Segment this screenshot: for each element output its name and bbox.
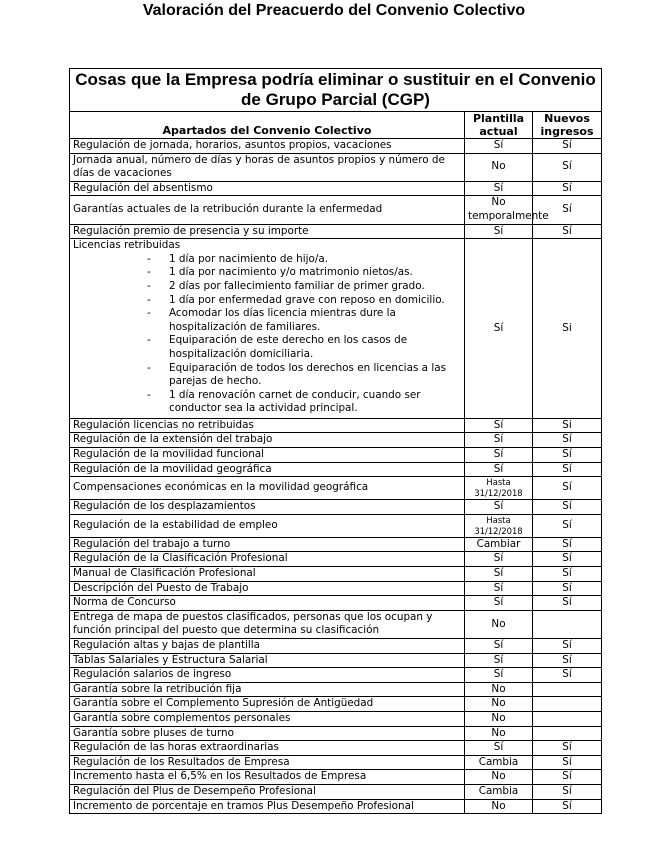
new-hires-value: Sí	[533, 153, 602, 181]
current-staff-value: Cambia	[465, 755, 533, 770]
current-staff-value: Sí	[465, 639, 533, 654]
row-label: Garantía sobre la retribución fija	[70, 682, 465, 697]
row-label-licencias	[70, 239, 465, 419]
row-label: Descripción del Puesto de Trabajo	[70, 581, 465, 596]
new-hires-value: Si	[533, 418, 602, 433]
row-label: Regulación del Plus de Desempeño Profesional	[70, 784, 465, 799]
row-label: Regulación salarios de ingreso	[70, 668, 465, 683]
new-hires-value: Sí	[533, 581, 602, 596]
current-staff-value: Sí	[465, 224, 533, 239]
licencias-list	[73, 253, 461, 416]
new-hires-value	[533, 711, 602, 726]
table-row	[70, 514, 602, 537]
table-row	[70, 462, 602, 477]
new-hires-value: Sí	[533, 181, 602, 196]
row-label: Regulación de la estabilidad de empleo	[70, 514, 465, 537]
row-label: Regulación de los desplazamientos	[70, 500, 465, 515]
row-label: Regulación de la movilidad funcional	[70, 448, 465, 463]
date-limit-line1: Hasta	[486, 477, 511, 488]
list-item: - 1 día renovación carnet de conducir, cuando ser conductor sea la actividad principal.	[169, 389, 461, 416]
current-staff-value: Sí	[465, 741, 533, 756]
table-row	[70, 433, 602, 448]
table-row	[70, 668, 602, 683]
table-row	[70, 770, 602, 785]
current-staff-value: No	[465, 726, 533, 741]
current-staff-value: Sí	[465, 433, 533, 448]
list-item: - 1 día por enfermedad grave con reposo en domicilio.	[169, 294, 461, 308]
current-staff-value: Sí	[465, 462, 533, 477]
table-row	[70, 181, 602, 196]
table-row	[70, 726, 602, 741]
new-hires-value: Sí	[533, 477, 602, 500]
current-staff-value: Sí	[465, 552, 533, 567]
row-label: Regulación licencias no retribuidas	[70, 418, 465, 433]
current-staff-value: Sí	[465, 181, 533, 196]
row-label: Regulación del absentismo	[70, 181, 465, 196]
current-staff-value: No	[465, 153, 533, 181]
new-hires-value: Sí	[533, 500, 602, 515]
current-staff-value	[465, 477, 533, 500]
new-hires-value: Sí	[533, 196, 602, 224]
table-row	[70, 697, 602, 712]
current-staff-value: No temporalmente	[465, 196, 533, 224]
header-row	[70, 112, 602, 139]
table-row	[70, 784, 602, 799]
header-new-hires: Nuevos ingresos	[533, 112, 602, 139]
list-item: - Equiparación de este derecho en los casos de hospitalización domiciliaria.	[169, 334, 461, 361]
current-staff-value: Sí	[465, 653, 533, 668]
new-hires-value: Sí	[533, 537, 602, 552]
caption-row	[70, 69, 602, 112]
new-hires-value: Sí	[533, 639, 602, 654]
table-row	[70, 567, 602, 582]
table-row	[70, 196, 602, 224]
new-hires-value: Sí	[533, 462, 602, 477]
date-limit-line2: 31/12/2018	[474, 488, 523, 499]
list-item: - 1 día por nacimiento de hijo/a.	[169, 253, 461, 267]
document-title: Valoración del Preacuerdo del Convenio Colectivo	[142, 2, 526, 19]
current-staff-value: Sí	[465, 500, 533, 515]
table-row	[70, 552, 602, 567]
new-hires-value: Sí	[533, 552, 602, 567]
date-limit-line2: 31/12/2018	[474, 525, 523, 536]
new-hires-value: Sí	[533, 139, 602, 154]
row-label: Tablas Salariales y Estructura Salarial	[70, 653, 465, 668]
row-label: Garantía sobre complementos personales	[70, 711, 465, 726]
table-row	[70, 741, 602, 756]
list-item: - Equiparación de todos los derechos en licencias a las parejas de hecho.	[169, 362, 461, 389]
new-hires-value: Sí	[533, 668, 602, 683]
current-staff-value: Sí	[465, 139, 533, 154]
current-staff-value: Cambiar	[465, 537, 533, 552]
current-staff-value: Sí	[465, 596, 533, 611]
new-hires-value: Si	[533, 239, 602, 419]
table-row	[70, 581, 602, 596]
current-staff-value: No	[465, 711, 533, 726]
current-staff-value: Sí	[465, 668, 533, 683]
current-staff-value: Sí	[465, 239, 533, 419]
table-row	[70, 139, 602, 154]
new-hires-value: Sí	[533, 755, 602, 770]
row-label: Manual de Clasificación Profesional	[70, 567, 465, 582]
row-label: Garantía sobre pluses de turno	[70, 726, 465, 741]
agreement-table	[69, 68, 602, 814]
row-label: Jornada anual, número de días y horas de asuntos propios y número de días de vacaciones	[70, 153, 465, 181]
current-staff-value: Sí	[465, 567, 533, 582]
new-hires-value	[533, 610, 602, 638]
table-row-licencias	[70, 239, 602, 419]
current-staff-value: Sí	[465, 581, 533, 596]
licencias-title: Licencias retribuidas	[73, 239, 181, 252]
row-label: Garantías actuales de la retribución durante la enfermedad	[70, 196, 465, 224]
row-label: Incremento de porcentaje en tramos Plus Desempeño Profesional	[70, 799, 465, 814]
row-label: Compensaciones económicas en la movilidad geográfica	[70, 477, 465, 500]
row-label: Regulación de las horas extraordinarias	[70, 741, 465, 756]
current-staff-value: No	[465, 610, 533, 638]
date-limit-line1: Hasta	[486, 514, 511, 525]
new-hires-value: Sí	[533, 224, 602, 239]
row-label: Norma de Concurso	[70, 596, 465, 611]
new-hires-value: Sí	[533, 770, 602, 785]
table-row	[70, 418, 602, 433]
row-label: Regulación altas y bajas de plantilla	[70, 639, 465, 654]
current-staff-value: No	[465, 697, 533, 712]
row-label: Entrega de mapa de puestos clasificados, personas que los ocupan y función principal del puesto que determina su clasificación	[70, 610, 465, 638]
new-hires-value: Sí	[533, 514, 602, 537]
table-row	[70, 711, 602, 726]
table-row	[70, 653, 602, 668]
current-staff-value: Sí	[465, 448, 533, 463]
list-item: - Acomodar los días licencia mientras dure la hospitalización de familiares.	[169, 307, 461, 334]
row-label: Regulación de la Clasificación Profesional	[70, 552, 465, 567]
current-staff-value: No	[465, 682, 533, 697]
table-row	[70, 799, 602, 814]
row-label: Regulación del trabajo a turno	[70, 537, 465, 552]
new-hires-value	[533, 682, 602, 697]
new-hires-value: Sí	[533, 433, 602, 448]
table-row	[70, 537, 602, 552]
table-row	[70, 682, 602, 697]
table-row	[70, 448, 602, 463]
row-label: Incremento hasta el 6,5% en los Resultados de Empresa	[70, 770, 465, 785]
row-label: Regulación de jornada, horarios, asuntos propios, vacaciones	[70, 139, 465, 154]
header-current-staff: Plantilla actual	[465, 112, 533, 139]
new-hires-value: Sí	[533, 799, 602, 814]
table-row	[70, 224, 602, 239]
row-label: Regulación premio de presencia y su importe	[70, 224, 465, 239]
table-row	[70, 477, 602, 500]
new-hires-value	[533, 697, 602, 712]
list-item: - 1 día por nacimiento y/o matrimonio nietos/as.	[169, 266, 461, 280]
current-staff-value: No	[465, 770, 533, 785]
table-caption: Cosas que la Empresa podría eliminar o sustituir en el Convenio de Grupo Parcial (CGP)	[70, 69, 602, 112]
list-item: - 2 días por fallecimiento familiar de primer grado.	[169, 280, 461, 294]
new-hires-value: Sí	[533, 741, 602, 756]
new-hires-value: Sí	[533, 653, 602, 668]
table-row	[70, 755, 602, 770]
new-hires-value: Sí	[533, 784, 602, 799]
current-staff-value	[465, 514, 533, 537]
table-row	[70, 500, 602, 515]
row-label: Regulación de los Resultados de Empresa	[70, 755, 465, 770]
row-label: Regulación de la movilidad geográfica	[70, 462, 465, 477]
current-staff-value: Cambia	[465, 784, 533, 799]
table-row	[70, 596, 602, 611]
current-staff-value: No	[465, 799, 533, 814]
row-label: Garantía sobre el Complemento Supresión de Antigüedad	[70, 697, 465, 712]
new-hires-value	[533, 726, 602, 741]
current-staff-value: Sí	[465, 418, 533, 433]
table-row	[70, 153, 602, 181]
header-section: Apartados del Convenio Colectivo	[70, 112, 465, 139]
table-row	[70, 639, 602, 654]
new-hires-value: Sí	[533, 448, 602, 463]
new-hires-value: Sí	[533, 596, 602, 611]
row-label: Regulación de la extensión del trabajo	[70, 433, 465, 448]
new-hires-value: Sí	[533, 567, 602, 582]
table-row	[70, 610, 602, 638]
